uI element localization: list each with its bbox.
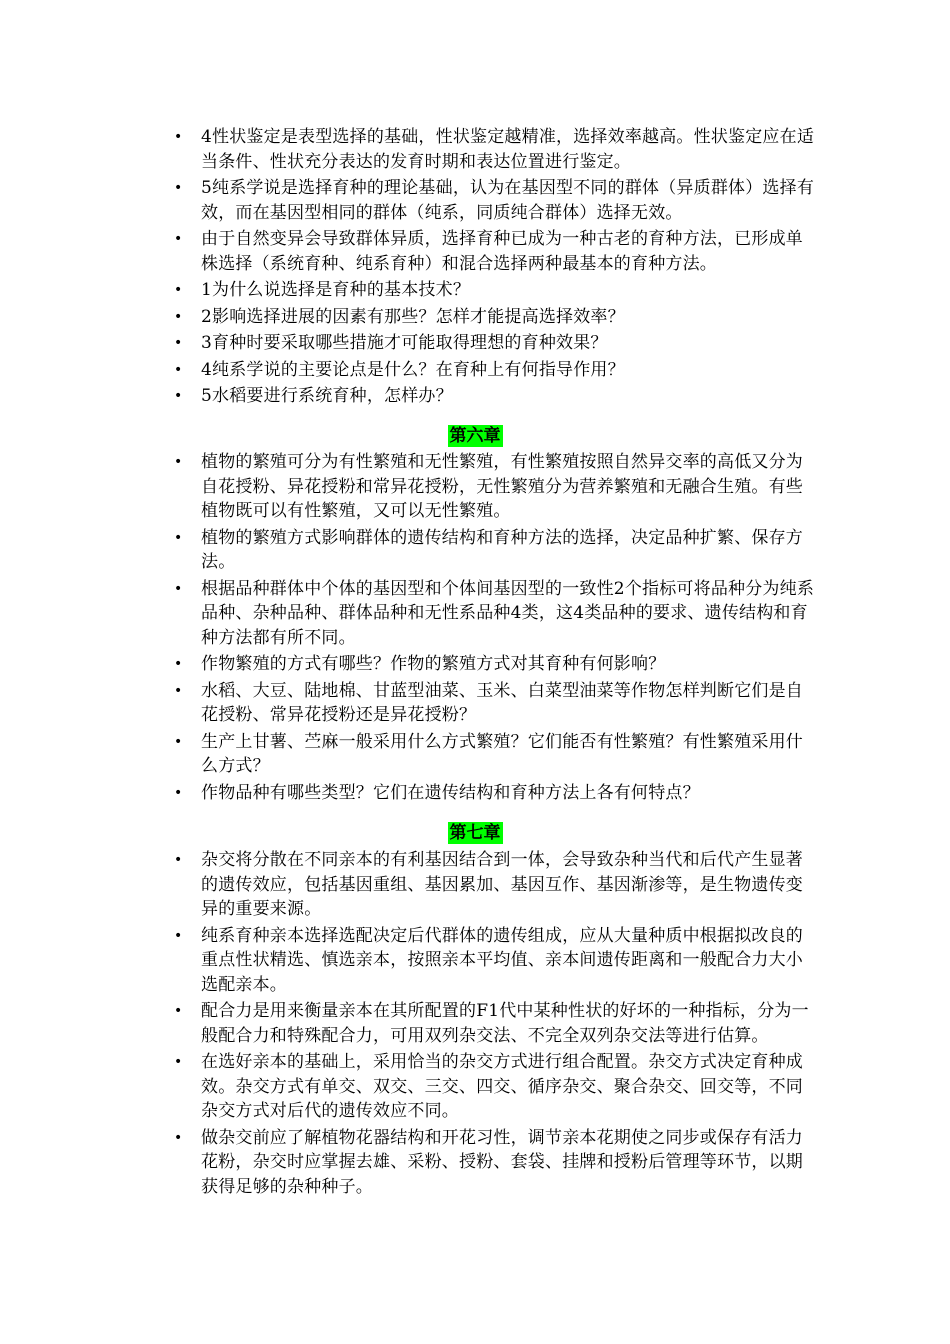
bullet-icon: • bbox=[174, 656, 183, 672]
list-item-text: 生产上甘薯、苎麻一般采用什么方式繁殖？它们能否有性繁殖？有性繁殖采用什么方式？ bbox=[201, 731, 803, 776]
list-item bbox=[170, 384, 820, 409]
bullet-icon: • bbox=[174, 308, 183, 325]
bullet-icon: • bbox=[174, 454, 183, 470]
chapter-6-heading-wrap bbox=[0, 425, 950, 447]
list-item bbox=[170, 1126, 820, 1200]
list-item bbox=[170, 331, 820, 356]
bullet-icon: • bbox=[174, 784, 183, 801]
list-item bbox=[170, 450, 820, 524]
list-item bbox=[170, 1050, 820, 1124]
list-item bbox=[170, 730, 820, 779]
bullet-list bbox=[170, 450, 820, 805]
list-item bbox=[170, 652, 820, 677]
list-item bbox=[170, 125, 820, 174]
list-item-text: 1为什么说选择是育种的基本技术？ bbox=[201, 280, 471, 300]
list-item bbox=[170, 679, 820, 728]
list-item-text: 作物繁殖的方式有哪些？作物的繁殖方式对其育种有何影响？ bbox=[201, 654, 666, 674]
bullet-icon: • bbox=[174, 335, 183, 351]
list-item-text: 做杂交前应了解植物花器结构和开花习性，调节亲本花期使之同步或保存有活力花粉，杂交时应掌握去雄、采粉、授粉、套袋、挂牌和授粉后管理等环节，以期获得足够的杂种种子。 bbox=[201, 1127, 803, 1197]
list-item-text: 作物品种有哪些类型？它们在遗传结构和育种方法上各有何特点？ bbox=[201, 782, 700, 803]
list-item-text: 根据品种群体中个体的基因型和个体间基因型的一致性2个指标可将品种分为纯系品种、杂种品种、群体品种和无性系品种4类，这4类品种的要求、遗传结构和育种方法都有所不同。 bbox=[201, 578, 815, 648]
list-item-text: 配合力是用来衡量亲本在其所配置的F1代中某种性状的好坏的一种指标，分为一般配合力和特殊配合力，可用双列杂交法、不完全双列杂交法等进行估算。 bbox=[201, 1001, 809, 1046]
bullet-icon: • bbox=[174, 733, 183, 750]
section-chapter-7 bbox=[170, 848, 820, 1201]
list-item bbox=[170, 278, 820, 303]
bullet-list bbox=[170, 125, 820, 409]
section-selection-breeding bbox=[170, 125, 820, 411]
chapter-7-heading: 第七章 bbox=[449, 823, 501, 843]
bullet-icon: • bbox=[174, 1129, 183, 1146]
bullet-icon: • bbox=[174, 529, 183, 546]
list-item-text: 4性状鉴定是表型选择的基础，性状鉴定越精准，选择效率越高。性状鉴定应在适当条件、性状充分表达的发育时期和表达位置进行鉴定。 bbox=[201, 127, 815, 172]
list-item bbox=[170, 781, 820, 806]
chapter-6-heading: 第六章 bbox=[449, 426, 501, 446]
list-item-text: 3育种时要采取哪些措施才可能取得理想的育种效果？ bbox=[201, 333, 608, 353]
bullet-icon: • bbox=[174, 682, 183, 699]
bullet-icon: • bbox=[174, 361, 183, 378]
list-item-text: 水稻、大豆、陆地棉、甘蓝型油菜、玉米、白菜型油菜等作物怎样判断它们是自花授粉、常异花授粉还是异花授粉？ bbox=[201, 680, 803, 725]
list-item bbox=[170, 924, 820, 998]
bullet-icon: • bbox=[174, 1003, 183, 1019]
list-item-text: 植物的繁殖方式影响群体的遗传结构和育种方法的选择，决定品种扩繁、保存方法。 bbox=[201, 527, 803, 572]
bullet-icon: • bbox=[174, 129, 183, 145]
list-item bbox=[170, 176, 820, 225]
bullet-icon: • bbox=[174, 388, 183, 404]
list-item-text: 在选好亲本的基础上，采用恰当的杂交方式进行组合配置。杂交方式决定育种成效。杂交方式有单交、双交、三交、四交、循序杂交、聚合杂交、回交等，不同杂交方式对后代的遗传效应不同。 bbox=[201, 1052, 803, 1121]
list-item bbox=[170, 848, 820, 922]
list-item-text: 4纯系学说的主要论点是什么？在育种上有何指导作用？ bbox=[201, 359, 625, 380]
list-item bbox=[170, 227, 820, 276]
list-item-text: 植物的繁殖可分为有性繁殖和无性繁殖，有性繁殖按照自然异交率的高低又分为自花授粉、异花授粉和常异花授粉，无性繁殖分为营养繁殖和无融合生殖。有些植物既可以有性繁殖，又可以无性繁殖。 bbox=[201, 452, 803, 521]
list-item-text: 纯系育种亲本选择选配决定后代群体的遗传组成，应从大量种质中根据拟改良的重点性状精选、慎选亲本，按照亲本平均值、亲本间遗传距离和一般配合力大小选配亲本。 bbox=[201, 925, 803, 995]
list-item bbox=[170, 358, 820, 383]
list-item-text: 5水稻要进行系统育种，怎样办？ bbox=[201, 386, 453, 406]
list-item-text: 杂交将分散在不同亲本的有利基因结合到一体，会导致杂种当代和后代产生显著的遗传效应，包括基因重组、基因累加、基因互作、基因渐渗等，是生物遗传变异的重要来源。 bbox=[201, 850, 803, 919]
list-item bbox=[170, 577, 820, 651]
bullet-icon: • bbox=[174, 927, 183, 944]
bullet-icon: • bbox=[174, 1054, 183, 1070]
list-item bbox=[170, 526, 820, 575]
list-item-text: 2影响选择进展的因素有那些？怎样才能提高选择效率？ bbox=[201, 306, 625, 327]
bullet-list bbox=[170, 848, 820, 1199]
chapter-7-heading-wrap bbox=[0, 822, 950, 844]
bullet-icon: • bbox=[174, 180, 183, 196]
list-item-text: 由于自然变异会导致群体异质，选择育种已成为一种古老的育种方法，已形成单株选择（系统育种、纯系育种）和混合选择两种最基本的育种方法。 bbox=[201, 229, 803, 274]
bullet-icon: • bbox=[174, 580, 183, 597]
list-item-text: 5纯系学说是选择育种的理论基础，认为在基因型不同的群体（异质群体）选择有效，而在基因型相同的群体（纯系，同质纯合群体）选择无效。 bbox=[201, 178, 815, 223]
section-chapter-6 bbox=[170, 450, 820, 807]
bullet-icon: • bbox=[174, 852, 183, 868]
list-item bbox=[170, 999, 820, 1048]
list-item bbox=[170, 305, 820, 330]
bullet-icon: • bbox=[174, 282, 183, 298]
bullet-icon: • bbox=[174, 231, 183, 247]
